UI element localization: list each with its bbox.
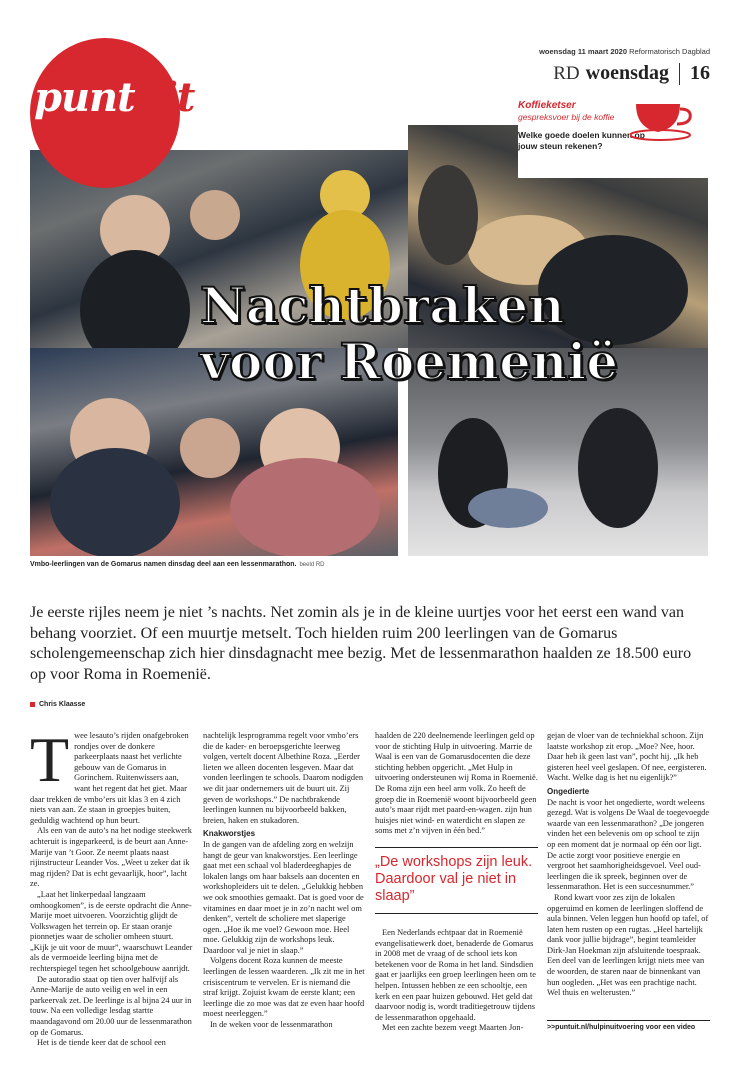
- header-divider: [679, 63, 680, 85]
- coffee-cup-icon: [630, 100, 702, 142]
- paragraph: nachtelijk lesprogramma regelt voor vmbo’ers die de kader- en beroepsgerichte leerweg volgen, vertelt docent Albethine Roza. „Eerder lieten we alleen docenten lesgeven. Maar dat vonden leerlingen te schools. Daarom nodigden we dit jaar ondernemers uit de buurt uit. Zij geven de workshops.” De nachtbrakende leerlingen kunnen nu bijvoorbeeld bakken, breien, haken en stukadoren.: [203, 731, 364, 825]
- page-header: [520, 62, 710, 85]
- puntuit-logo: puntuit: [34, 74, 195, 121]
- page-number: 16: [690, 62, 710, 84]
- byline-marker: [30, 702, 35, 707]
- article-intro: Je eerste rijles neem je niet ’s nachts. Net zomin als je in de kleine uurtjes voor het eerst een wand van behang voorziet. Of een muurtje metselt. Toch hielden ruim 200 leerlingen van de Gomarus scholengemeenschap zich hier dinsdagnacht mee bezig. Met de lessenmarathon haalden ze 18.500 euro op voor Roma in Roemenië.: [30, 604, 692, 683]
- paragraph: De nacht is voor het ongedierte, wordt weleens gezegd. Wat is volgens De Waal de toegevoegde waarde van een lessenmarathon? „De jongeren vinden het een belevenis om op school te zijn op een moment dat je normaal op één oor ligt. De actie zorgt voor positieve energie en vergroot het saamhorigheidsgevoel. Veel oud-leerlingen die ik spreek, beginnen over de lessenmarathon. Het is een succesnummer.”: [547, 797, 710, 892]
- paragraph: haalden de 220 deelnemende leerlingen geld op voor de stichting Hulp in uitvoering. Marrie de Waal is een van de Gomarusdocenten die deze stichting hebben opgericht. „Met Hulp in uitvoering ondersteunen wij Roma in Roemenië. De Roma zijn een heel arm volk. Zo heeft de groep die in Roemenië woont bijvoorbeeld geen auto’s maar rijdt met paard-en-wagen. zijn hun huisjes niet wind- en waterdicht en slapen ze soms met z’n vijven in één bed.”: [375, 731, 538, 836]
- article-column-1: [30, 724, 193, 1049]
- subheading-ongedierte: Ongedierte: [547, 786, 590, 796]
- koffieketser-subtitle: gespreksvoer bij de koffie: [518, 112, 615, 122]
- photo-credit: beeld RD: [299, 562, 325, 568]
- koffieketser-title: Koffieketser: [518, 100, 576, 111]
- photo-caption: Vmbo-leerlingen van de Gomarus namen dinsdag deel aan een lessenmarathon. beeld RD: [30, 561, 325, 568]
- paragraph: Rond kwart voor zes zijn de lokalen opgeruimd en komen de leerlingen sloffend de aula binnen. Velen leggen hun hoofd op tafel, of laten hem rusten op een rugtas. „Heel hartelijk dank voor jullie bijdrage”, begint teamleider Dirk-Jan Hoekman zijn afsluitende toespraak. Een deel van de leerlingen krijgt niets mee van de woorden, de staren naar de binnenkant van hun oogleden. „Het was een prachtige nacht. Wel thuis en welterusten.”: [547, 892, 709, 998]
- article-column-4: [547, 731, 710, 999]
- headline: [200, 278, 640, 390]
- rd-label: RD: [553, 62, 580, 84]
- article-column-3-continued: [375, 928, 538, 1034]
- paragraph: In de weken voor de lessenmarathon: [210, 1020, 333, 1030]
- koffieketser-question: Welke goede doelen kunnen op jouw steun rekenen?: [518, 130, 645, 152]
- byline: Chris Klaasse: [30, 701, 85, 708]
- headline-line1: Nachtbraken: [200, 276, 565, 335]
- paragraph: In de gangen van de afdeling zorg en welzijn hangt de geur van knakworstjes. Een leerlinge gaat met een schaal vol bladerdeeghapjes de lokalen langs om haar baksels aan docenten en workshopleiders uit te delen. „Gelukkig hebben we ook smoothies gemaakt. Dat is goed voor de vitamines en daar moet je in zo’n nacht wel om denken”, vertelt de scholiere met slaperige ogen. „Hoe ik me voel? Gewoon moe. Heel moe. Gelukkig zijn de workshops leuk. Daardoor val je niet in slaap.”: [203, 839, 364, 955]
- pull-quote: „De workshops zijn leuk. Daardoor val je niet in slaap”: [375, 847, 538, 914]
- weekday-label: woensdag: [585, 62, 669, 84]
- dropcap: T: [30, 724, 70, 795]
- paragraph: Een Nederlands echtpaar dat in Roemenië evangelisatiewerk doet, benaderde de Gomarus in 2008 met de vraag of de school iets kon betekenen voor de Roma in het land. Sindsdien gaat er jaarlijks een groep leerlingen heen om te helpen. Intussen hebben ze een schooltje, een kerk en een paar huizen gebouwd. Het geld dat daarvoor nodig is, wordt traditiegetrouw tijdens de lessenmarathon opgehaald.: [375, 928, 536, 1022]
- video-link[interactable]: >>puntuit.nl/hulpinuitvoering voor een video: [547, 1020, 710, 1031]
- paragraph: wee lesauto’s rijden onafgebroken rondjes over de donkere parkeerplaats naast het verlichte gebouw van de Gomarus in Gorinchem. Ruitenwissers aan, want het regent dat het giet. Maar daar trekken de vmbo’ers uit klas 3 en 4 zich niets van aan. Ze staan in groepjes buiten, geduldig wachtend op hun beurt.: [30, 731, 189, 825]
- paragraph: „Laat het linkerpedaal langzaam omhoogkomen”, is de eerste opdracht die Anne-Marije moet uitvoeren. Voorzichtig glijdt de Volkswagen het terrein op. Er staan oranje pionnetjes waar de scholier omheen stuurt. „Kijk je uit voor de muur”, waarschuwt Leander als de vermoeide leerling bijna met de rechterspiegel tegen het schoolgebouw aanrijdt.: [30, 889, 193, 974]
- paragraph: De autoradio staat op tien over halfvijf als Anne-Marije de auto veilig en wel in een parkeervak zet. De leerlinge is al bijna 24 uur in touw. Na een volledige lesdag startte maandagavond om 20.00 uur de lessenmarathon op de Gomarus.: [30, 974, 192, 1037]
- paragraph: gejan de vloer van de techniekhal schoon. Zijn laatste workshop zit erop. „Moe? Nee, hoor. Daar heb ik geen last van”, pocht hij. „Ik heb gisteren heel veel geslapen. Of nee, eergisteren. Wacht. Welke dag is het nu eigenlijk?”: [547, 731, 707, 783]
- article-column-3: [375, 731, 538, 837]
- paragraph: Volgens docent Roza kunnen de meeste leerlingen de lessen waarderen. „Ik zit me in het crisiscentrum te vervelen. Er is niemand die straf krijgt. Zojuist kwam de eerste klant; een leerlinge die zo moe was dat ze even haar hoofd moest neerleggen.”: [203, 956, 365, 1019]
- paragraph: Met een zachte bezem veegt Maarten Jon-: [382, 1023, 524, 1033]
- koffieketser-box: [518, 100, 708, 178]
- article-column-2: [203, 731, 366, 1031]
- headline-line2: voor Roemenië: [200, 332, 619, 391]
- paragraph: Als een van de auto’s na het nodige steekwerk achteruit is ingeparkeerd, is de beurt aan Anne-Marije van ’t Goor. Ze neemt plaats naast rijinstructeur Leander Vos. „Weet u zeker dat ik mag rijden? Dat is echt gevaarlijk, hoor”, lacht ze.: [30, 826, 192, 889]
- publication-date: woensdag 11 maart 2020 Reformatorisch Dagblad: [539, 47, 710, 56]
- subheading-knakworstjes: Knakworstjes: [203, 829, 256, 839]
- paragraph: Het is de tiende keer dat de school een: [37, 1038, 166, 1048]
